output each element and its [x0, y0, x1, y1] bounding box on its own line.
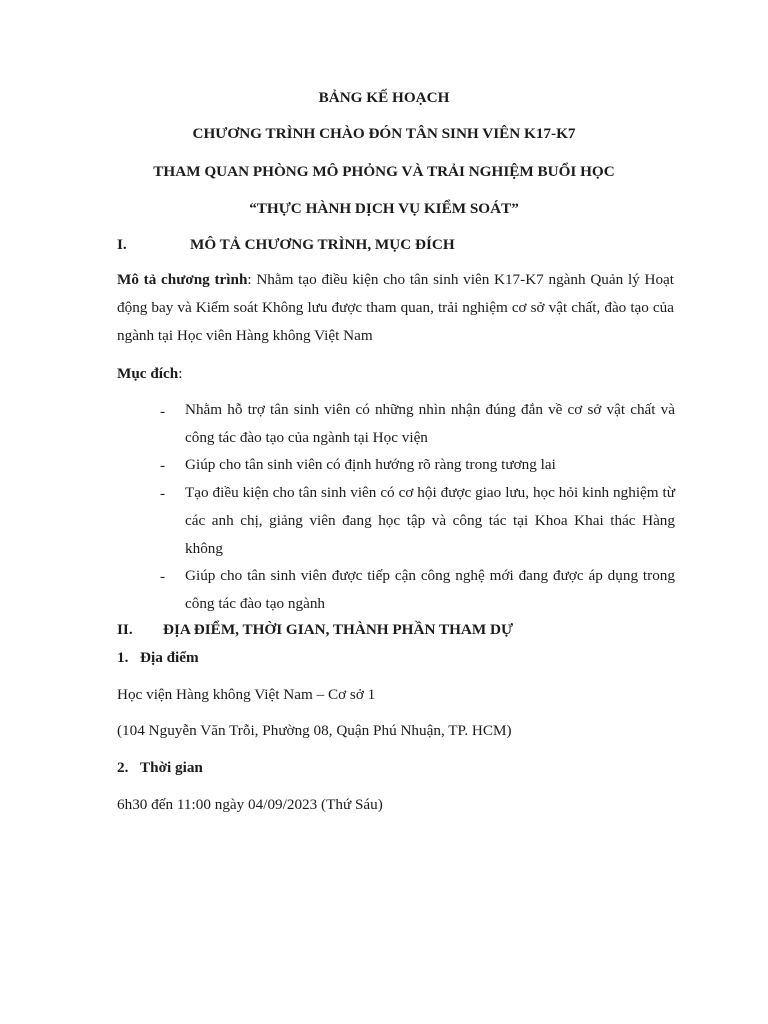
- purpose-label: Mục đích: [117, 365, 179, 382]
- purpose-bullet-3: Tạo điều kiện cho tân sinh viên có cơ hội được giao lưu, học hỏi kinh nghiệm từ các anh chị, giảng viên đang học tập và công tác tại Khoa Khai thác Hàng không: [185, 484, 675, 557]
- document-subtitle-2: THAM QUAN PHÒNG MÔ PHỎNG VÀ TRẢI NGHIỆM BUỔI HỌC: [153, 163, 615, 180]
- bullet-marker: -: [160, 485, 166, 502]
- subsection-2-number: 2.: [117, 759, 129, 776]
- section-2-heading: ĐỊA ĐIỂM, THỜI GIAN, THÀNH PHẦN THAM DỰ: [163, 621, 514, 638]
- location-address: (104 Nguyễn Văn Trỗi, Phường 08, Quận Phú Nhuận, TP. HCM): [117, 722, 512, 739]
- purpose-bullet-4: Giúp cho tân sinh viên được tiếp cận công nghệ mới đang được áp dụng trong công tác đào tạo ngành: [185, 567, 675, 612]
- document-title: BẢNG KẾ HOẠCH: [318, 89, 450, 106]
- location-name: Học viện Hàng không Việt Nam – Cơ sở 1: [117, 686, 376, 703]
- bullet-marker: -: [160, 457, 166, 474]
- purpose-bullet-1: Nhằm hỗ trợ tân sinh viên có những nhìn nhận đúng đắn về cơ sở vật chất và công tác đào tạo của ngành tại Học viện: [185, 401, 675, 446]
- section-1-heading: MÔ TẢ CHƯƠNG TRÌNH, MỤC ĐÍCH: [190, 236, 455, 253]
- document-subtitle-3: “THỰC HÀNH DỊCH VỤ KIỂM SOÁT”: [249, 200, 519, 217]
- program-description-label: Mô tả chương trình: [117, 271, 248, 288]
- program-description: [117, 266, 674, 350]
- time-text: 6h30 đến 11:00 ngày 04/09/2023 (Thứ Sáu): [117, 796, 383, 813]
- bullet-marker: -: [160, 568, 166, 585]
- subsection-1-heading: Địa điểm: [140, 649, 199, 666]
- subsection-1-number: 1.: [117, 649, 129, 666]
- subsection-2-heading: Thời gian: [140, 759, 203, 776]
- bullet-marker: -: [160, 403, 166, 420]
- purpose-colon: :: [178, 365, 183, 382]
- purpose-label-line: [117, 364, 182, 384]
- document-subtitle-1: CHƯƠNG TRÌNH CHÀO ĐÓN TÂN SINH VIÊN K17-K7: [192, 125, 576, 142]
- section-1-number: I.: [117, 236, 127, 253]
- program-description-text: : Nhằm tạo điều kiện cho tân sinh viên K17-K7 ngành Quản lý Hoạt động bay và Kiểm soát Không lưu được tham quan, trải nghiệm cơ sở vật chất, đào tạo của ngành tại Học viên Hàng không Việt Nam: [117, 271, 674, 344]
- purpose-bullet-2: Giúp cho tân sinh viên có định hướng rõ ràng trong tương lai: [185, 456, 556, 473]
- section-2-number: II.: [117, 621, 133, 638]
